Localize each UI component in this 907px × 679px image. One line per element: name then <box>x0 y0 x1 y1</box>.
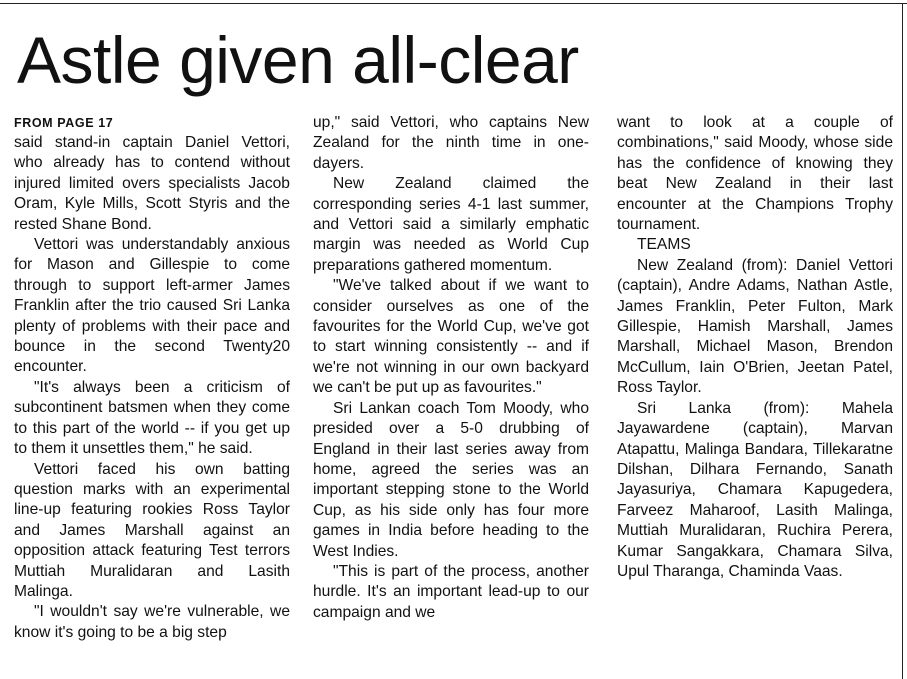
paragraph: Vettori was understandably anxious for Mason and Gillespie to come through to support left-armer James Franklin after the trio caused Sri Lanka plenty of problems with their pace and bounce in the second Twenty20 encounter. <box>14 236 290 376</box>
paragraph: "I wouldn't say we're vulnerable, we know it's going to be a big step <box>14 603 290 641</box>
paragraph: Vettori faced his own batting question marks with an experimental line-up featuring rookies Ross Taylor and James Marshall against an opposition attack featuring Test terrors Muttiah Muralidaran and Lasith Malinga. <box>14 460 290 600</box>
paragraph-new-zealand-squad: New Zealand (from): Daniel Vettori (captain), Andre Adams, Nathan Astle, James Franklin, Peter Fulton, Mark Gillespie, Hamish Marshall, James Marshall, Michael Mason, Brendon McCullum, Iain O'Brien, Jeetan Patel, Ross Taylor. <box>617 256 893 397</box>
paragraph: up," said Vettori, who captains New Zealand for the ninth time in one-dayers. <box>313 114 589 172</box>
right-rule <box>902 3 903 679</box>
paragraph: "It's always been a criticism of subcontinent batsmen when they come to this part of the world -- if you get up to them it unsettles them," he said. <box>14 378 290 458</box>
paragraph: said stand-in captain Daniel Vettori, who already has to contend without injured limited overs specialists Jacob Oram, Kyle Mills, Scott Styris and the rested Shane Bond. <box>14 134 290 233</box>
paragraph: "This is part of the process, another hurdle. It's an important lead-up to our campaign and we <box>313 562 589 621</box>
paragraph-sri-lanka-squad: Sri Lanka (from): Mahela Jayawardene (captain), Marvan Atapattu, Malinga Bandara, Tillekaratne Dilshan, Dilhara Fernando, Sanath Jayasuriya, Chamara Kapugedera, Farveez Maharoof, Lasith Malinga, Muttiah Muralidaran, Ruchira Perera, Kumar Sangakkara, Chamara Silva, Upul Tharanga, Chaminda Vaas. <box>617 399 893 580</box>
paragraph: "We've talked about if we want to consider ourselves as one of the favourites for the World Cup, we've got to start winning consistently -- and if we're not winning in our own backyard we can't be put up as favourites." <box>313 277 589 397</box>
headline: Astle given all-clear <box>17 23 579 97</box>
paragraph: New Zealand claimed the corresponding series 4-1 last summer, and Vettori said a similarly emphatic margin was needed as World Cup preparations gathered momentum. <box>313 175 589 274</box>
paragraph: Sri Lankan coach Tom Moody, who presided over a 5-0 drubbing of England in their last series away from home, agreed the series was an important stepping stone to the World Cup, as his side only has four more games in India before heading to the West Indies. <box>313 399 589 560</box>
column-2 <box>313 113 589 623</box>
paragraph: want to look at a couple of combinations," said Moody, whose side has the confidence of knowing they beat New Zealand in their last encounter at the Champions Trophy tournament. <box>617 114 893 234</box>
jump-label: FROM PAGE 17 <box>14 116 114 130</box>
column-3 <box>617 113 893 582</box>
top-rule <box>0 3 907 4</box>
column-1 <box>14 113 290 643</box>
teams-heading: TEAMS <box>637 236 691 254</box>
